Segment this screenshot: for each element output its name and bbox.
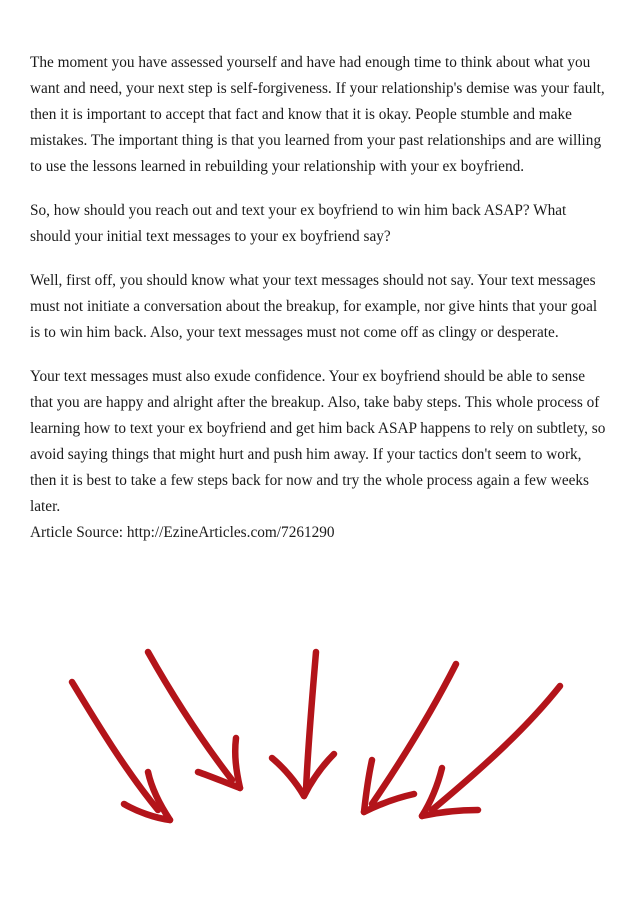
arrow-down-icon	[272, 652, 334, 796]
article-source: Article Source: http://EzineArticles.com/7261290	[30, 524, 335, 541]
paragraph-2: So, how should you reach out and text your ex boyfriend to win him back ASAP? What should your initial text messages to your ex boyfriend say?	[30, 202, 567, 245]
arrow-down-left-icon	[422, 686, 560, 816]
arrows-graphic	[0, 620, 638, 850]
paragraph-1: The moment you have assessed yourself and have had enough time to think about what you want and need, your next step is self-forgiveness. If your relationship's demise was your fault, then it is important to accept that fact and know that it is okay. People stumble and make mistakes. The important thing is that you learned from your past relationships and are willing to use the lessons learned in rebuilding your relationship with your ex boyfriend.	[30, 54, 605, 175]
arrow-down-right-icon	[148, 652, 240, 788]
paragraph-4: Your text messages must also exude confidence. Your ex boyfriend should be able to sense that you are happy and alright after the breakup. Also, take baby steps. This whole process of learning how to text your ex boyfriend and get him back ASAP happens to rely on subtlety, so avoid saying things that might hurt and push him away. If your tactics don't seem to work, then it is best to take a few steps back for now and try the whole process again a few weeks later.	[30, 368, 606, 515]
arrow-down-right-icon	[72, 682, 170, 820]
paragraph-3: Well, first off, you should know what your text messages should not say. Your text messages must not initiate a conversation about the breakup, for example, nor give hints that your goal is to win him back. Also, your text messages must not come off as clingy or desperate.	[30, 272, 598, 341]
arrow-down-left-icon	[364, 664, 456, 812]
article-body	[30, 50, 610, 546]
